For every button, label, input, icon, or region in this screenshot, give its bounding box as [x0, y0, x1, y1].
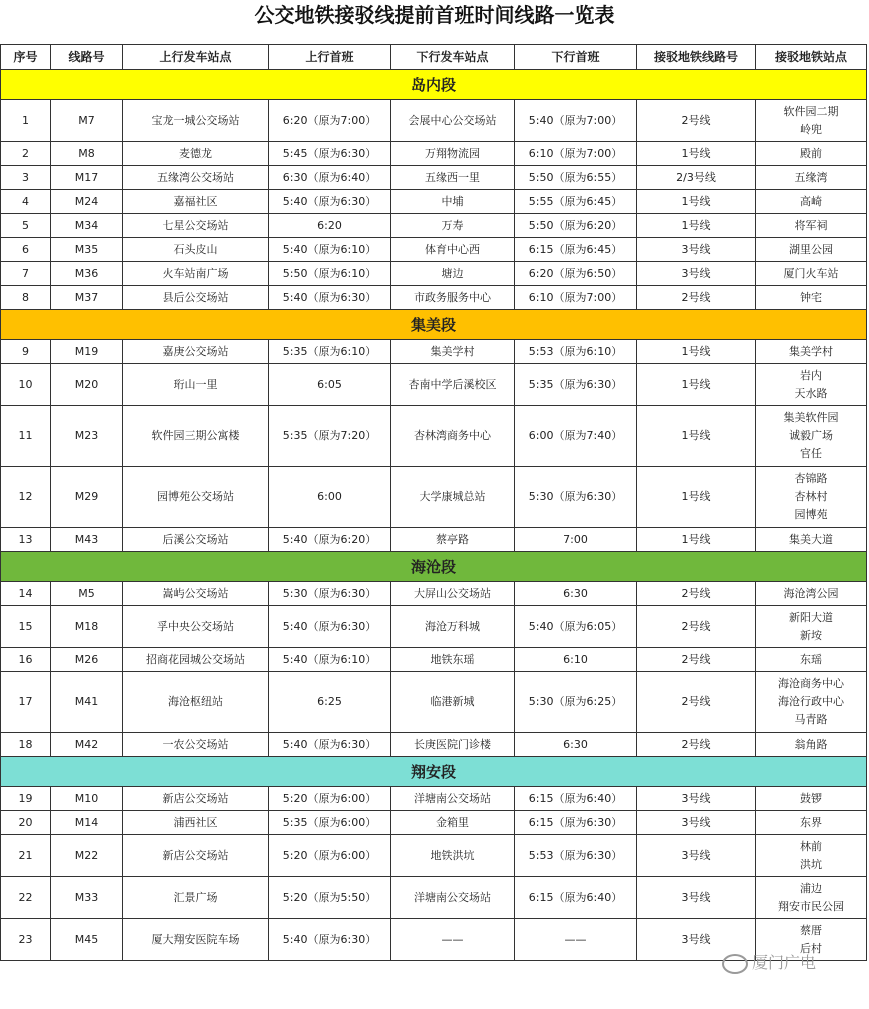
- cell-metro-stops: [756, 340, 867, 364]
- metro-stop: 洪坑: [800, 857, 822, 871]
- cell-down-stop: 大屏山公交场站: [391, 582, 515, 606]
- cell-line: M5: [51, 582, 123, 606]
- cell-metro-line: 3号线: [637, 877, 756, 919]
- cell-down-stop: 大学康城总站: [391, 467, 515, 528]
- header-cell: 下行首班: [515, 45, 637, 70]
- cell-up-stop: 厦大翔安医院车场: [123, 919, 269, 961]
- cell-metro-stops: [756, 406, 867, 467]
- cell-metro-line: 3号线: [637, 787, 756, 811]
- cell-up-stop: 新店公交场站: [123, 787, 269, 811]
- cell-line: M33: [51, 877, 123, 919]
- metro-stop: 五缘湾: [794, 170, 828, 184]
- metro-stop: 岭兜: [800, 122, 822, 136]
- cell-line: M43: [51, 528, 123, 552]
- cell-metro-stops: [756, 100, 867, 142]
- cell-down-stop: 地铁洪坑: [391, 835, 515, 877]
- cell-line: M14: [51, 811, 123, 835]
- cell-down-stop: 蔡亭路: [391, 528, 515, 552]
- cell-up-stop: 麦德龙: [123, 142, 269, 166]
- cell-up-first: 5:35（原为7:20）: [269, 406, 391, 467]
- metro-stop: 翁角路: [794, 737, 828, 751]
- cell-metro-stops: [756, 811, 867, 835]
- cell-metro-stops: [756, 166, 867, 190]
- cell-metro-stops: [756, 262, 867, 286]
- cell-up-stop: 新店公交场站: [123, 835, 269, 877]
- cell-down-stop: 洋塘南公交场站: [391, 787, 515, 811]
- table-row: [1, 672, 867, 733]
- cell-down-first: 6:00（原为7:40）: [515, 406, 637, 467]
- table-header-row: [1, 45, 867, 70]
- cell-down-first: 5:50（原为6:55）: [515, 166, 637, 190]
- cell-metro-line: 1号线: [637, 340, 756, 364]
- cell-metro-stops: [756, 787, 867, 811]
- cell-no: 6: [1, 238, 51, 262]
- cell-line: M8: [51, 142, 123, 166]
- cell-metro-line: 1号线: [637, 364, 756, 406]
- cell-up-first: 5:50（原为6:10）: [269, 262, 391, 286]
- cell-line: M35: [51, 238, 123, 262]
- cell-no: 10: [1, 364, 51, 406]
- cell-line: M26: [51, 648, 123, 672]
- cell-no: 20: [1, 811, 51, 835]
- metro-stop: 浦边: [800, 881, 822, 895]
- cell-down-first: 5:40（原为6:05）: [515, 606, 637, 648]
- section-title: 翔安段: [1, 757, 867, 787]
- metro-stop: 钟宅: [800, 290, 822, 304]
- cell-line: M42: [51, 733, 123, 757]
- cell-down-first: 5:53（原为6:10）: [515, 340, 637, 364]
- cell-metro-line: 1号线: [637, 190, 756, 214]
- cell-no: 15: [1, 606, 51, 648]
- cell-line: M10: [51, 787, 123, 811]
- cell-no: 12: [1, 467, 51, 528]
- cell-metro-stops: [756, 364, 867, 406]
- cell-down-stop: 海沧万科城: [391, 606, 515, 648]
- metro-stop: 东界: [800, 815, 822, 829]
- cell-no: 13: [1, 528, 51, 552]
- cell-up-stop: 园博苑公交场站: [123, 467, 269, 528]
- cell-down-stop: 五缘西一里: [391, 166, 515, 190]
- watermark: [722, 950, 816, 974]
- metro-stop: 集美大道: [789, 532, 833, 546]
- cell-up-first: 6:20（原为7:00）: [269, 100, 391, 142]
- cell-metro-stops: [756, 672, 867, 733]
- cell-down-first: 5:35（原为6:30）: [515, 364, 637, 406]
- cell-down-first: 6:15（原为6:40）: [515, 877, 637, 919]
- cell-metro-stops: [756, 835, 867, 877]
- cell-no: 14: [1, 582, 51, 606]
- cell-up-stop: 宝龙一城公交场站: [123, 100, 269, 142]
- table-row: [1, 190, 867, 214]
- cell-down-stop: 地铁东瑶: [391, 648, 515, 672]
- cell-no: 2: [1, 142, 51, 166]
- cell-up-stop: 招商花园城公交场站: [123, 648, 269, 672]
- cell-up-stop: 软件园三期公寓楼: [123, 406, 269, 467]
- cell-down-stop: 临港新城: [391, 672, 515, 733]
- metro-stop: 鼓锣: [800, 791, 822, 805]
- cell-up-stop: 七星公交场站: [123, 214, 269, 238]
- metro-stop: 诚毅广场: [789, 429, 833, 442]
- cell-down-first: 7:00: [515, 528, 637, 552]
- cell-no: 11: [1, 406, 51, 467]
- cell-up-stop: 浦西社区: [123, 811, 269, 835]
- cell-metro-stops: [756, 733, 867, 757]
- cell-up-first: 5:35（原为6:00）: [269, 811, 391, 835]
- cell-up-stop: 石头皮山: [123, 238, 269, 262]
- cell-up-stop: 珩山一里: [123, 364, 269, 406]
- cell-metro-line: 1号线: [637, 467, 756, 528]
- cell-down-first: 5:55（原为6:45）: [515, 190, 637, 214]
- cell-down-stop: 体育中心西: [391, 238, 515, 262]
- header-cell: 接驳地铁站点: [756, 45, 867, 70]
- cell-up-first: 5:40（原为6:30）: [269, 190, 391, 214]
- cell-no: 23: [1, 919, 51, 961]
- cell-line: M45: [51, 919, 123, 961]
- cell-line: M23: [51, 406, 123, 467]
- cell-up-first: 5:20（原为6:00）: [269, 787, 391, 811]
- cell-metro-line: 3号线: [637, 262, 756, 286]
- cell-metro-line: 2/3号线: [637, 166, 756, 190]
- cell-line: M41: [51, 672, 123, 733]
- cell-down-stop: 杏南中学后溪校区: [391, 364, 515, 406]
- cell-metro-stops: [756, 877, 867, 919]
- header-cell: 上行首班: [269, 45, 391, 70]
- cell-down-first: 5:50（原为6:20）: [515, 214, 637, 238]
- cell-line: M34: [51, 214, 123, 238]
- metro-stop: 集美软件园: [783, 411, 839, 424]
- cell-metro-stops: [756, 467, 867, 528]
- cell-up-stop: 五缘湾公交场站: [123, 166, 269, 190]
- section-row: [1, 70, 867, 100]
- metro-stop: 杏锦路: [794, 472, 828, 485]
- cell-up-stop: 嘉庚公交场站: [123, 340, 269, 364]
- cell-metro-stops: [756, 648, 867, 672]
- cell-no: 19: [1, 787, 51, 811]
- cell-line: M19: [51, 340, 123, 364]
- cell-down-first: 6:10: [515, 648, 637, 672]
- cell-no: 17: [1, 672, 51, 733]
- cell-down-first: 5:30（原为6:25）: [515, 672, 637, 733]
- cell-metro-line: 3号线: [637, 238, 756, 262]
- section-title: 海沧段: [1, 552, 867, 582]
- cell-no: 8: [1, 286, 51, 310]
- cell-up-first: 5:20（原为6:00）: [269, 835, 391, 877]
- table-row: [1, 733, 867, 757]
- cell-line: M22: [51, 835, 123, 877]
- cell-line: M24: [51, 190, 123, 214]
- cell-metro-line: 2号线: [637, 100, 756, 142]
- metro-stop: 殿前: [800, 146, 822, 160]
- cell-down-stop: 金箱里: [391, 811, 515, 835]
- metro-stop: 蔡厝: [800, 923, 822, 937]
- cell-metro-line: 3号线: [637, 835, 756, 877]
- metro-stop: 翔安市民公园: [778, 899, 844, 913]
- table-row: [1, 528, 867, 552]
- schedule-table: [0, 44, 867, 961]
- metro-stop: 新阳大道: [789, 610, 833, 624]
- cell-line: M37: [51, 286, 123, 310]
- table-row: [1, 100, 867, 142]
- cell-no: 1: [1, 100, 51, 142]
- metro-stop: 东瑶: [800, 652, 822, 666]
- table-row: [1, 364, 867, 406]
- section-title: 岛内段: [1, 70, 867, 100]
- cell-up-stop: 县后公交场站: [123, 286, 269, 310]
- metro-stop: 新垵: [800, 628, 822, 642]
- cell-down-stop: 万寿: [391, 214, 515, 238]
- cell-down-first: 5:53（原为6:30）: [515, 835, 637, 877]
- cell-line: M29: [51, 467, 123, 528]
- cell-down-stop: 中埔: [391, 190, 515, 214]
- section-title: 集美段: [1, 310, 867, 340]
- cell-down-first: 6:10（原为7:00）: [515, 142, 637, 166]
- cell-up-first: 5:40（原为6:10）: [269, 238, 391, 262]
- cell-up-first: 6:20: [269, 214, 391, 238]
- cell-down-first: 6:30: [515, 733, 637, 757]
- cell-down-stop: 塘边: [391, 262, 515, 286]
- metro-stop: 高崎: [800, 194, 822, 208]
- metro-stop: 湖里公园: [789, 242, 833, 256]
- metro-stop: 杏林村: [794, 490, 828, 503]
- header-cell: 序号: [1, 45, 51, 70]
- cell-metro-line: 3号线: [637, 811, 756, 835]
- watermark-text: 厦门广电: [752, 953, 817, 972]
- cell-up-first: 5:40（原为6:30）: [269, 919, 391, 961]
- cell-no: 18: [1, 733, 51, 757]
- cell-down-first: 5:40（原为7:00）: [515, 100, 637, 142]
- cell-metro-line: 1号线: [637, 406, 756, 467]
- section-row: [1, 552, 867, 582]
- table-row: [1, 811, 867, 835]
- cell-up-first: 6:25: [269, 672, 391, 733]
- cell-up-first: 5:40（原为6:30）: [269, 733, 391, 757]
- cell-down-first: 6:15（原为6:30）: [515, 811, 637, 835]
- table-row: [1, 877, 867, 919]
- cell-up-stop: 孚中央公交场站: [123, 606, 269, 648]
- table-row: [1, 648, 867, 672]
- metro-stop: 岩内: [800, 368, 822, 382]
- cell-no: 9: [1, 340, 51, 364]
- table-row: [1, 340, 867, 364]
- cell-up-stop: 火车站南广场: [123, 262, 269, 286]
- metro-stop: 海沧行政中心: [778, 695, 844, 708]
- cell-metro-line: 2号线: [637, 606, 756, 648]
- cell-down-first: 6:15（原为6:40）: [515, 787, 637, 811]
- cell-down-stop: 市政务服务中心: [391, 286, 515, 310]
- metro-stop: 海沧商务中心: [778, 677, 844, 690]
- cell-metro-line: 2号线: [637, 582, 756, 606]
- table-row: [1, 166, 867, 190]
- metro-stop: 将军祠: [794, 218, 828, 232]
- cell-no: 22: [1, 877, 51, 919]
- table-row: [1, 142, 867, 166]
- cell-down-first: 5:30（原为6:30）: [515, 467, 637, 528]
- cell-line: M20: [51, 364, 123, 406]
- cell-up-first: 6:30（原为6:40）: [269, 166, 391, 190]
- cell-up-first: 5:30（原为6:30）: [269, 582, 391, 606]
- cell-up-stop: 海沧枢纽站: [123, 672, 269, 733]
- cell-down-stop: 洋塘南公交场站: [391, 877, 515, 919]
- table-row: [1, 606, 867, 648]
- cell-down-stop: 集美学村: [391, 340, 515, 364]
- cell-no: 21: [1, 835, 51, 877]
- metro-stop: 软件园二期: [783, 104, 839, 118]
- header-cell: 线路号: [51, 45, 123, 70]
- table-row: [1, 238, 867, 262]
- metro-stop: 厦门火车站: [783, 266, 839, 280]
- cell-no: 7: [1, 262, 51, 286]
- cell-up-first: 5:40（原为6:10）: [269, 648, 391, 672]
- cell-metro-stops: [756, 286, 867, 310]
- cell-no: 16: [1, 648, 51, 672]
- metro-stop: 园博苑: [794, 508, 828, 521]
- cell-no: 5: [1, 214, 51, 238]
- cell-metro-stops: [756, 142, 867, 166]
- cell-metro-stops: [756, 238, 867, 262]
- cell-metro-stops: [756, 190, 867, 214]
- metro-stop: 集美学村: [789, 344, 833, 358]
- cell-up-stop: 汇景广场: [123, 877, 269, 919]
- cell-down-first: 6:30: [515, 582, 637, 606]
- cell-down-stop: 杏林湾商务中心: [391, 406, 515, 467]
- cell-down-first: 6:10（原为7:00）: [515, 286, 637, 310]
- cell-down-first: ——: [515, 919, 637, 961]
- cell-up-first: 5:40（原为6:30）: [269, 606, 391, 648]
- cell-up-first: 6:00: [269, 467, 391, 528]
- metro-stop: 马青路: [794, 713, 828, 726]
- metro-stop: 后村: [800, 941, 822, 955]
- cell-up-stop: 嵩屿公交场站: [123, 582, 269, 606]
- cell-up-first: 5:35（原为6:10）: [269, 340, 391, 364]
- section-row: [1, 310, 867, 340]
- metro-stop: 官任: [800, 447, 822, 460]
- cell-metro-line: 3号线: [637, 919, 756, 961]
- cell-metro-stops: [756, 606, 867, 648]
- table-row: [1, 582, 867, 606]
- cell-down-first: 6:20（原为6:50）: [515, 262, 637, 286]
- cell-up-stop: 后溪公交场站: [123, 528, 269, 552]
- cell-metro-stops: [756, 528, 867, 552]
- table-row: [1, 467, 867, 528]
- cell-metro-line: 1号线: [637, 528, 756, 552]
- table-row: [1, 262, 867, 286]
- header-cell: 下行发车站点: [391, 45, 515, 70]
- cell-up-first: 5:20（原为5:50）: [269, 877, 391, 919]
- cell-up-stop: 嘉福社区: [123, 190, 269, 214]
- header-cell: 上行发车站点: [123, 45, 269, 70]
- cell-down-stop: 万翔物流园: [391, 142, 515, 166]
- cell-metro-line: 2号线: [637, 672, 756, 733]
- cell-up-first: 5:40（原为6:30）: [269, 286, 391, 310]
- cell-up-first: 5:40（原为6:20）: [269, 528, 391, 552]
- cell-down-stop: ——: [391, 919, 515, 961]
- cell-metro-line: 2号线: [637, 286, 756, 310]
- cell-line: M36: [51, 262, 123, 286]
- table-row: [1, 214, 867, 238]
- table-row: [1, 406, 867, 467]
- header-cell: 接驳地铁线路号: [637, 45, 756, 70]
- cell-line: M17: [51, 166, 123, 190]
- cell-metro-line: 1号线: [637, 214, 756, 238]
- cell-metro-stops: [756, 214, 867, 238]
- page-title: 公交地铁接驳线提前首班时间线路一览表: [254, 3, 615, 27]
- cell-no: 4: [1, 190, 51, 214]
- wechat-icon: [722, 954, 748, 974]
- table-row: [1, 286, 867, 310]
- section-row: [1, 757, 867, 787]
- metro-stop: 林前: [800, 839, 822, 853]
- cell-down-stop: 会展中心公交场站: [391, 100, 515, 142]
- cell-no: 3: [1, 166, 51, 190]
- metro-stop: 海沧湾公园: [783, 586, 839, 600]
- metro-stop: 天水路: [794, 386, 828, 400]
- cell-line: M7: [51, 100, 123, 142]
- cell-metro-line: 2号线: [637, 648, 756, 672]
- cell-down-stop: 长庚医院门诊楼: [391, 733, 515, 757]
- cell-metro-stops: [756, 582, 867, 606]
- cell-metro-line: 1号线: [637, 142, 756, 166]
- cell-down-first: 6:15（原为6:45）: [515, 238, 637, 262]
- table-row: [1, 835, 867, 877]
- cell-up-stop: 一农公交场站: [123, 733, 269, 757]
- cell-up-first: 5:45（原为6:30）: [269, 142, 391, 166]
- cell-line: M18: [51, 606, 123, 648]
- cell-up-first: 6:05: [269, 364, 391, 406]
- cell-metro-line: 2号线: [637, 733, 756, 757]
- table-row: [1, 787, 867, 811]
